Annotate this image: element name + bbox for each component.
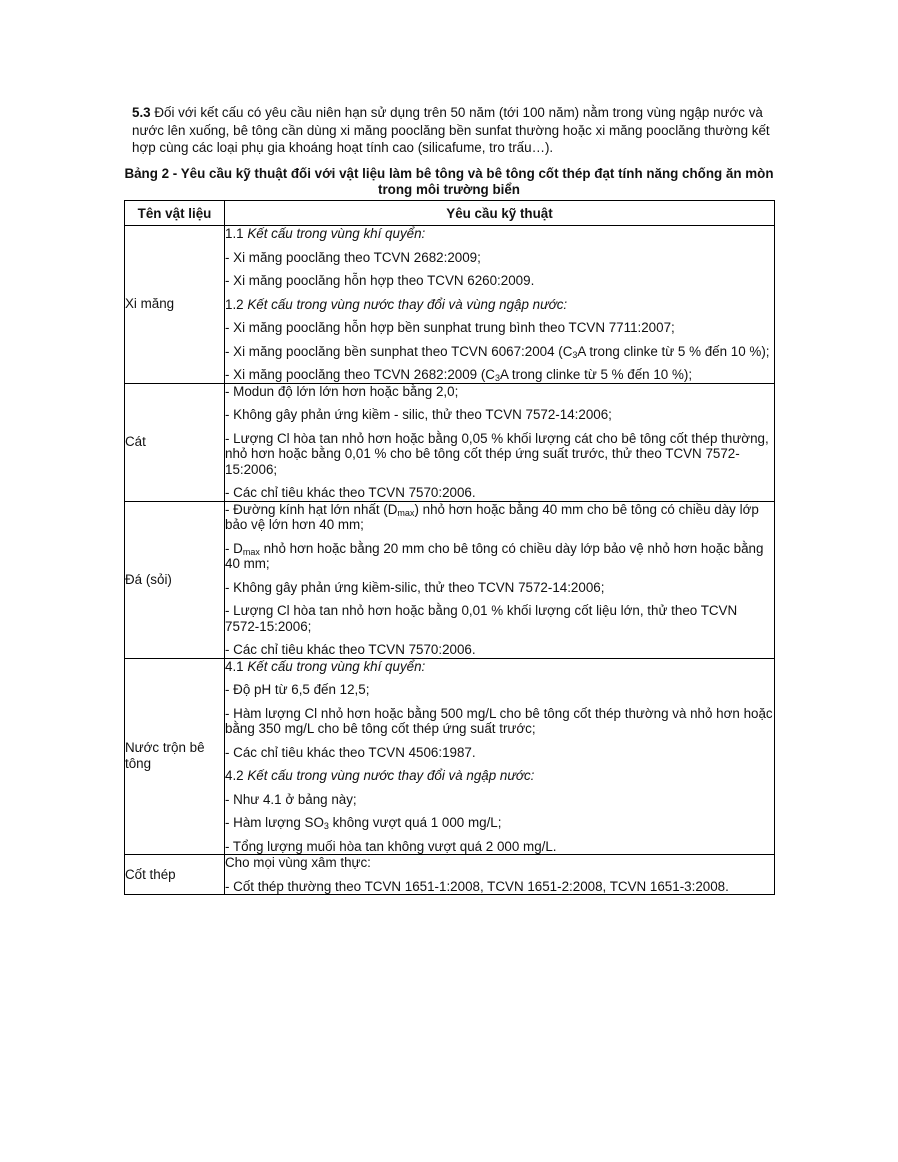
requirement-line (225, 855, 774, 871)
requirement-line (225, 320, 774, 336)
requirement-text: A trong clinke từ 5 % đến 10 %); (577, 343, 770, 359)
material-name: Cốt thép (125, 855, 225, 895)
requirement-text: Cho mọi vùng xâm thực: (225, 855, 371, 870)
requirement-text: - Xi măng pooclăng bền sunphat theo TCVN 6067:2004 (C (225, 343, 573, 359)
requirement-cell (225, 855, 775, 895)
subsection-title: Kết cấu trong vùng nước thay đổi và vùng ngập nước: (247, 296, 568, 312)
requirement-text: ) nhỏ hơn hoặc bằng 40 mm cho bê tông có chiều dày lớp bảo vệ lớn hơn 40 mm; (225, 501, 759, 532)
requirement-text: - Đường kính hạt lớn nhất (D (225, 501, 398, 517)
requirement-line (225, 367, 774, 383)
requirement-line (225, 250, 774, 266)
requirement-cell (225, 383, 775, 501)
header-material: Tên vật liệu (125, 201, 225, 226)
requirement-text: nhỏ hơn hoặc bằng 20 mm cho bê tông có chiều dày lớp bảo vệ nhỏ hơn hoặc bằng 40 mm; (225, 540, 764, 571)
intro-text: Đối với kết cấu có yêu cầu niên hạn sử dụng trên 50 năm (tới 100 năm) nằm trong vùng ngập nước và nước lên xuống, bê tông cần dùng xi măng pooclăng bền sunfat thường hoặc xi măng pooclăng thường kết hợp cùng các loại phụ gia khoáng hoạt tính cao (silicafume, tro trấu…). (132, 105, 770, 155)
requirement-line (225, 297, 774, 313)
requirement-text: - Các chỉ tiêu khác theo TCVN 7570:2006. (225, 642, 476, 657)
requirement-line (225, 580, 774, 596)
requirement-cell (225, 658, 775, 855)
requirement-text: - Không gây phản ứng kiềm-silic, thử theo TCVN 7572-14:2006; (225, 579, 605, 595)
subscript: max (397, 507, 415, 518)
requirement-text: - Hàm lượng Cl nhỏ hơn hoặc bằng 500 mg/L cho bê tông cốt thép thường và nhỏ hơn hoặc bằng 350 mg/L cho bê tông cốt thép ứng suất trước; (225, 705, 773, 736)
table-row (125, 501, 775, 658)
subsection-title: Kết cấu trong vùng khí quyển: (247, 658, 426, 674)
requirement-line (225, 642, 774, 658)
subscript: 3 (494, 373, 500, 383)
requirement-line (225, 682, 774, 698)
requirement-line (225, 879, 774, 895)
material-name: Đá (sỏi) (125, 501, 225, 658)
table-row (125, 658, 775, 855)
requirement-text: - Độ pH từ 6,5 đến 12,5; (225, 682, 370, 697)
requirement-cell (225, 226, 775, 384)
material-name: Nước trộn bê tông (125, 658, 225, 855)
requirement-line (225, 407, 774, 423)
requirement-text: - Xi măng pooclăng theo TCVN 2682:2009; (225, 249, 481, 265)
requirement-text: - Xi măng pooclăng hỗn hợp theo TCVN 6260:2009. (225, 273, 535, 288)
requirement-line (225, 273, 774, 289)
material-name: Xi măng (125, 226, 225, 384)
requirement-text: - Tổng lượng muối hòa tan không vượt quá 2 000 mg/L. (225, 838, 557, 854)
requirement-line (225, 815, 774, 831)
requirement-text: - Hàm lượng SO (225, 815, 324, 830)
header-requirements: Yêu cầu kỹ thuật (225, 201, 775, 226)
requirement-text: - Lượng Cl hòa tan nhỏ hơn hoặc bằng 0,01 % khối lượng cốt liệu lớn, thử theo TCVN 7572-15:2006; (225, 603, 738, 634)
subscript: 3 (323, 821, 329, 831)
requirement-line (225, 541, 774, 572)
requirement-text: A trong clinke từ 5 % đến 10 %); (499, 367, 693, 382)
requirement-text: - Modun độ lớn lớn hơn hoặc bằng 2,0; (225, 383, 459, 399)
requirement-text: - Không gây phản ứng kiềm - silic, thử theo TCVN 7572-14:2006; (225, 407, 612, 422)
table-caption: Bảng 2 - Yêu cầu kỹ thuật đối với vật liệu làm bê tông và bê tông cốt thép đạt tính năng chống ăn mòn trong môi trường biển (124, 166, 774, 197)
section-number: 5.3 (132, 105, 151, 120)
requirement-text: - Xi măng pooclăng theo TCVN 2682:2009 (C (225, 367, 495, 382)
requirement-text: - Xi măng pooclăng hỗn hợp bền sunphat trung bình theo TCVN 7711:2007; (225, 320, 675, 335)
intro-paragraph (132, 104, 772, 157)
requirement-text: - Lượng Cl hòa tan nhỏ hơn hoặc bằng 0,05 % khối lượng cát cho bê tông cốt thép thường, nhỏ hơn hoặc bằng 0,01 % cho bê tông cốt thép ứng suất trước, thử theo TCVN 7572-15:2006; (225, 430, 769, 477)
requirement-text: - D (225, 540, 243, 556)
requirement-line (225, 792, 774, 808)
material-name: Cát (125, 383, 225, 501)
table-row (125, 855, 775, 895)
requirement-line (225, 768, 774, 784)
table-row (125, 383, 775, 501)
requirement-line (225, 603, 774, 634)
requirement-line (225, 706, 774, 737)
subsection-number: 1.1 (225, 226, 248, 241)
requirements-table (124, 200, 775, 895)
requirement-cell (225, 501, 775, 658)
subscript: max (242, 546, 260, 557)
requirement-line (225, 745, 774, 761)
requirement-line (225, 384, 774, 400)
requirement-text: - Các chỉ tiêu khác theo TCVN 4506:1987. (225, 744, 476, 760)
requirement-line (225, 839, 774, 855)
requirement-line (225, 226, 774, 242)
requirement-text: - Các chỉ tiêu khác theo TCVN 7570:2006. (225, 485, 476, 500)
requirement-text: - Cốt thép thường theo TCVN 1651-1:2008, TCVN 1651-2:2008, TCVN 1651-3:2008. (225, 878, 729, 894)
subscript: 3 (572, 349, 578, 360)
table-header-row (125, 201, 775, 226)
subsection-number: 4.1 (225, 658, 248, 674)
requirement-line (225, 431, 774, 478)
subsection-title: Kết cấu trong vùng khí quyển: (247, 226, 426, 241)
subsection-title: Kết cấu trong vùng nước thay đổi và ngập nước: (247, 768, 535, 783)
requirement-text: - Như 4.1 ở bảng này; (225, 791, 357, 807)
requirement-line (225, 344, 774, 360)
requirement-line (225, 485, 774, 501)
subsection-number: 1.2 (225, 296, 248, 312)
requirement-line (225, 659, 774, 675)
requirement-text: không vượt quá 1 000 mg/L; (328, 815, 502, 830)
subsection-number: 4.2 (225, 768, 248, 783)
requirement-line (225, 502, 774, 533)
table-row (125, 226, 775, 384)
